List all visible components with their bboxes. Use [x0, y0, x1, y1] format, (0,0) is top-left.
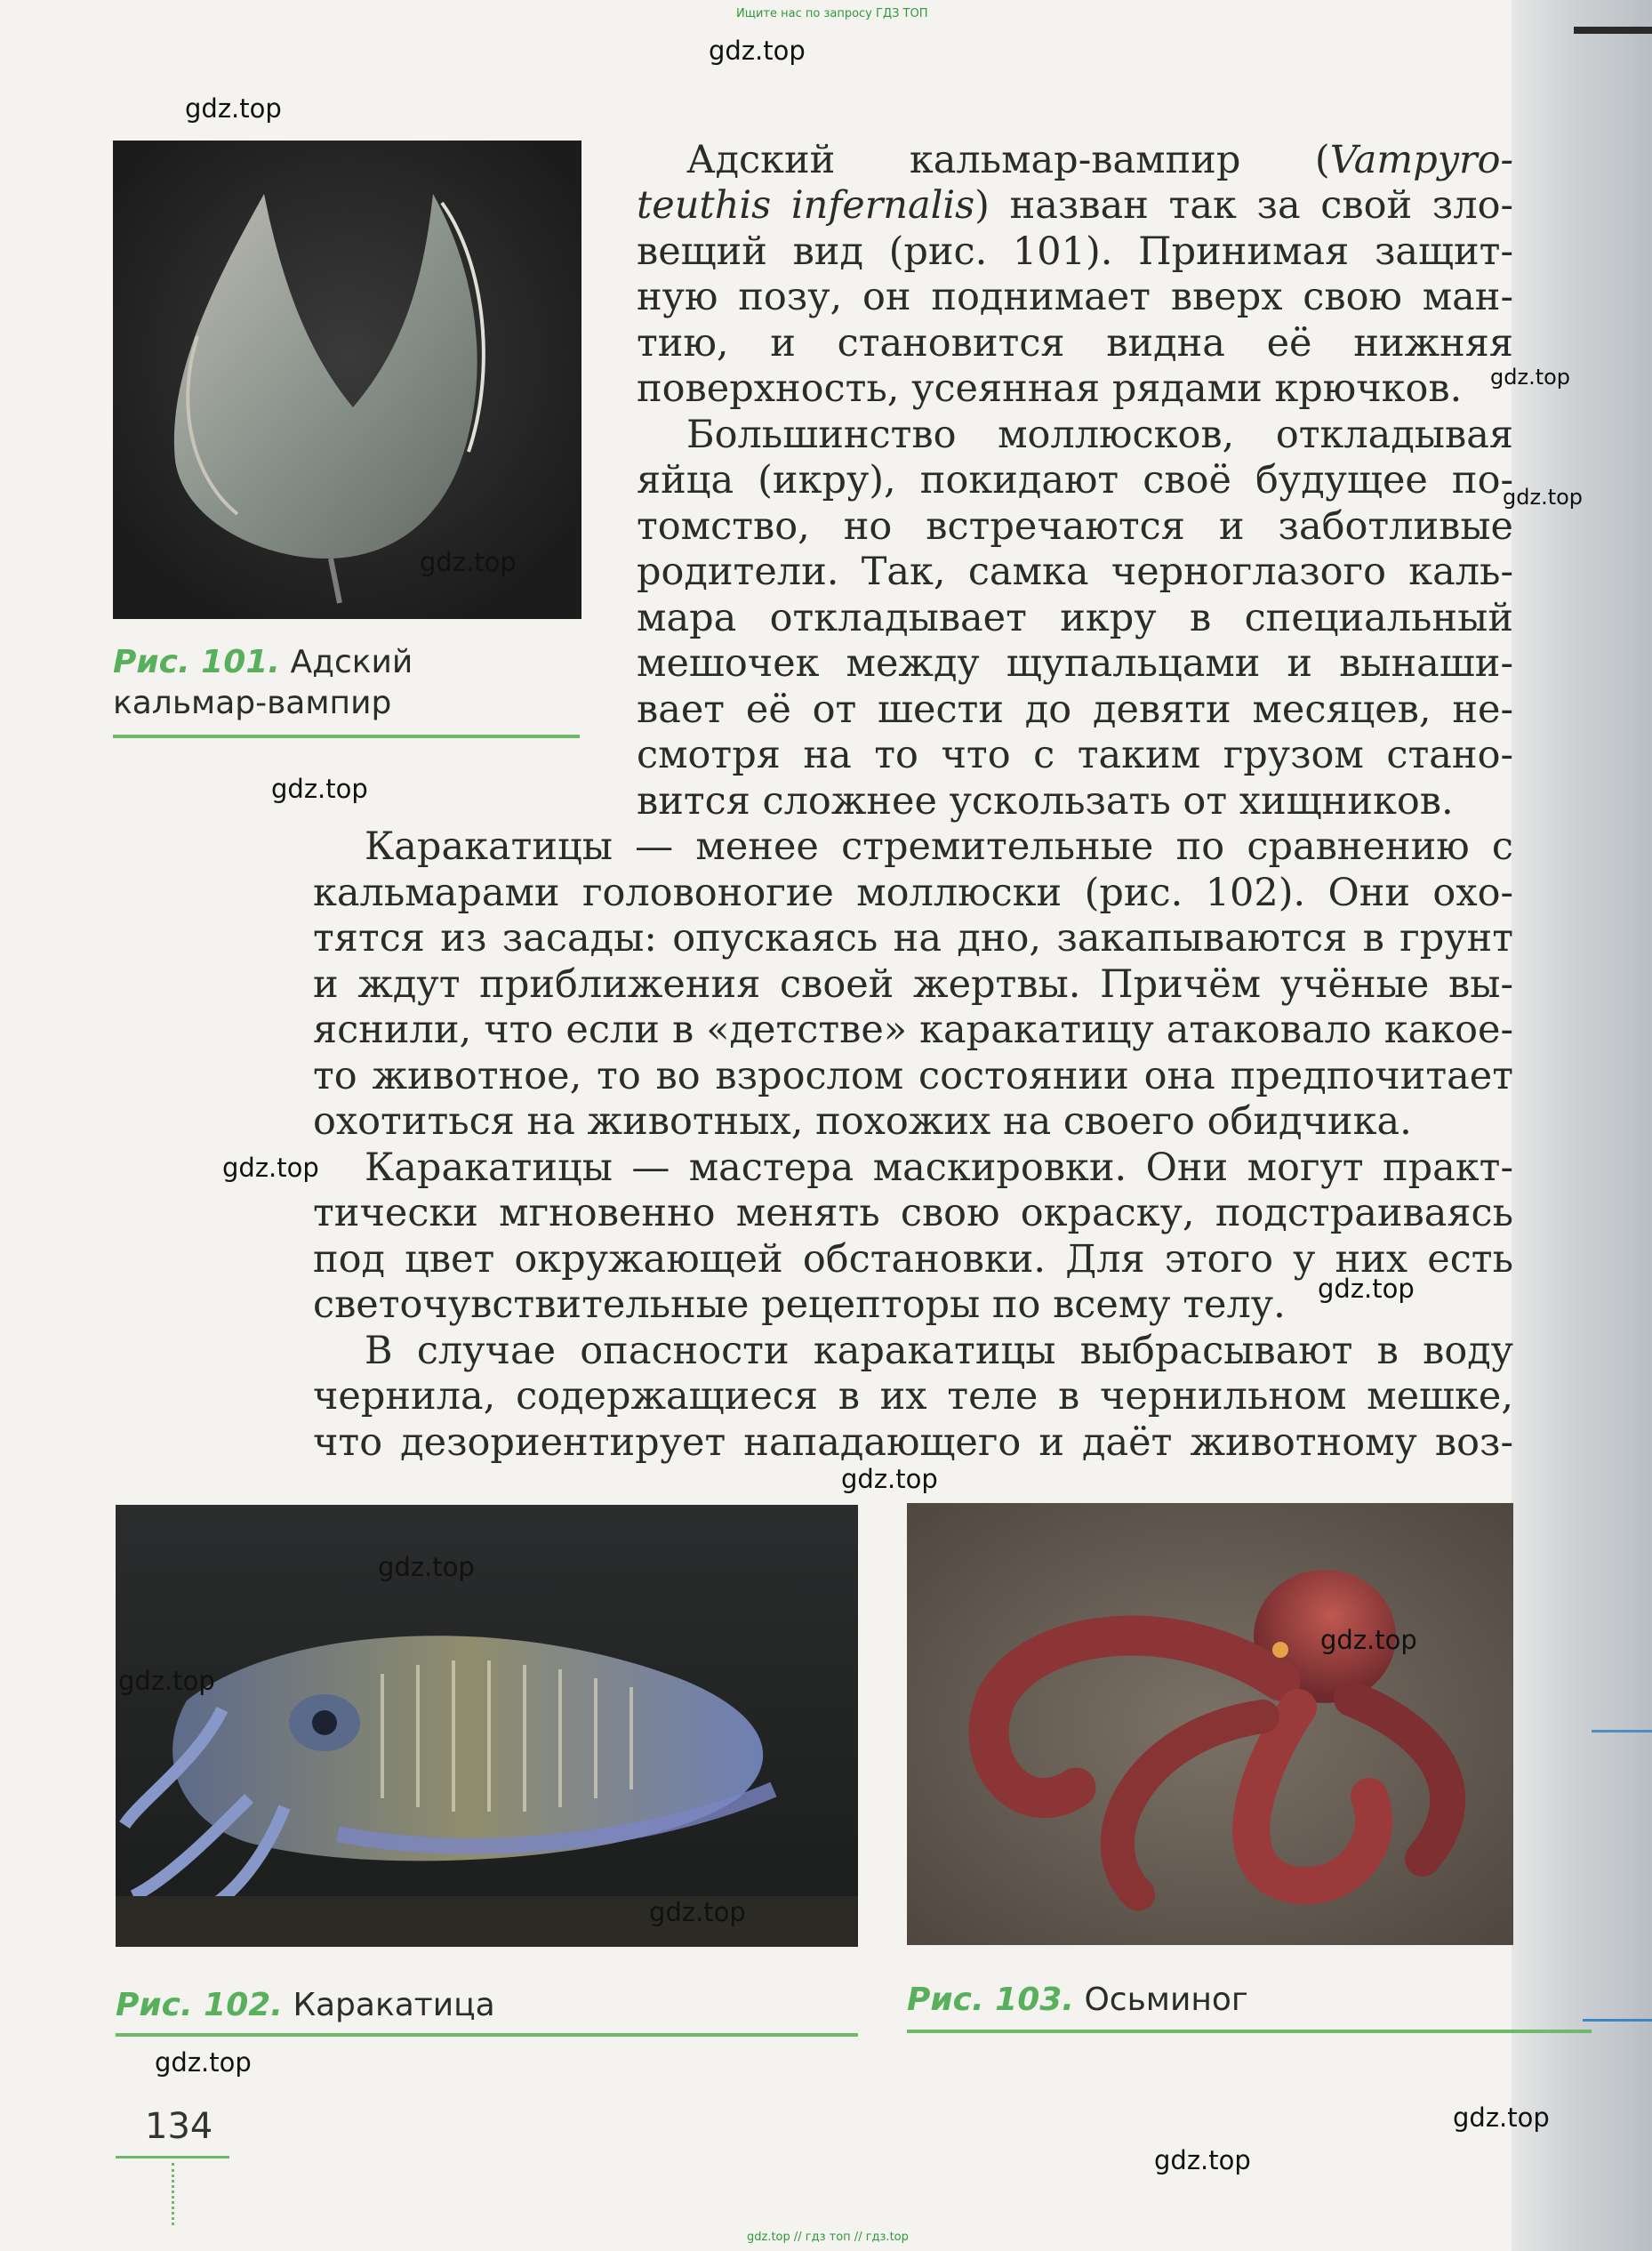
figure-103-caption-text: Осьминог: [1084, 1982, 1248, 2018]
figure-101-caption-l1: Адский: [290, 644, 413, 680]
page-edge-shadow: [1574, 27, 1652, 34]
text-line: В случае опасности каракатицы выбрасывают в воду: [365, 1329, 1513, 1373]
figure-102-caption: [116, 1985, 495, 2026]
figure-102-label: Рис. 102.: [116, 1987, 283, 2023]
text-line: яснили, что если в «детстве» каракатицу атаковало какое-: [313, 1008, 1513, 1052]
text-line: что дезориентирует нападающего и даёт животному воз-: [313, 1420, 1513, 1465]
text-part: Адский кальмар-вампир (: [686, 138, 1330, 182]
watermark: gdz.top: [841, 1464, 938, 1494]
text-line: мешочек между щупальцами и вынаши-: [637, 641, 1513, 686]
text-line: ную позу, он поднимает вверх свою ман-: [637, 275, 1513, 319]
text-line: тятся из засады: опускаясь на дно, закапываются в грунт: [313, 916, 1513, 961]
watermark: gdz.top: [222, 1153, 319, 1183]
text-line: тию, и становится видна её нижняя: [637, 321, 1513, 366]
watermark: gdz.top: [118, 1666, 215, 1696]
watermark: gdz.top: [185, 93, 282, 124]
watermark: gdz.top: [1490, 365, 1571, 390]
latin-name-part: Vampyro-: [1329, 138, 1513, 182]
text-line: вещий вид (рис. 101). Принимая защит-: [637, 229, 1513, 274]
figure-103-rule: [907, 2030, 1592, 2033]
text-line: тически мгновенно менять свою окраску, подстраиваясь: [313, 1191, 1513, 1235]
figure-103-caption: [907, 1980, 1248, 2021]
octopus-photo: [907, 1503, 1513, 1945]
watermark: gdz.top: [271, 774, 368, 804]
text-line: чернила, содержащиеся в их теле в чернильном мешке,: [313, 1374, 1513, 1419]
text-line: Каракатицы — мастера маскировки. Они могут практ-: [365, 1146, 1513, 1190]
edge-line: [1592, 1730, 1652, 1732]
text-line: поверхность, усеянная рядами крючков.: [637, 366, 1463, 411]
watermark: gdz.top: [1503, 485, 1584, 510]
footer-note: gdz.top // гдз топ // гдз.top: [747, 2231, 909, 2244]
header-note: Ищите нас по запросу ГДЗ ТОП: [736, 7, 928, 20]
text-line: Каракатицы — менее стремительные по сравнению с: [365, 824, 1513, 869]
figure-101-caption: [113, 642, 413, 724]
watermark: gdz.top: [378, 1552, 475, 1582]
figure-101-rule: [113, 735, 580, 738]
text-line: охотиться на животных, похожих на своего обидчика.: [313, 1099, 1412, 1144]
text-line: то животное, то во взрослом состоянии она предпочитает: [313, 1054, 1513, 1098]
figure-101-label: Рис. 101.: [113, 644, 280, 680]
watermark: gdz.top: [1320, 1625, 1417, 1655]
text-line: родители. Так, самка черноглазого каль-: [637, 550, 1513, 594]
text-line: кальмарами головоногие моллюски (рис. 102). Они охо-: [313, 871, 1513, 915]
text-line: светочувствительные рецепторы по всему телу.: [313, 1282, 1286, 1327]
watermark: gdz.top: [420, 547, 517, 577]
watermark: gdz.top: [155, 2047, 252, 2078]
figure-103-label: Рис. 103.: [907, 1982, 1074, 2018]
text-line: Большинство моллюсков, откладывая: [686, 413, 1513, 457]
edge-line: [1583, 2019, 1652, 2022]
page-edge: [1512, 0, 1652, 2251]
text-line: мара откладывает икру в специальный: [637, 596, 1513, 640]
text-line: смотря на то что с таким грузом стано-: [637, 733, 1513, 777]
page-number-dots: [172, 2163, 174, 2225]
figure-102-caption-text: Каракатица: [293, 1987, 495, 2023]
watermark: gdz.top: [1318, 1274, 1415, 1304]
page-number-rule: [116, 2156, 229, 2159]
text-line: под цвет окружающей обстановки. Для этого у них есть: [313, 1237, 1513, 1282]
text-line: томство, но встречаются и заботливые: [637, 504, 1513, 549]
watermark: gdz.top: [649, 1897, 746, 1927]
text-line: яйца (икру), покидают своё будущее по-: [637, 458, 1513, 502]
watermark: gdz.top: [709, 36, 806, 66]
watermark: gdz.top: [1154, 2145, 1251, 2175]
text-line: вает её от шести до девяти месяцев, не-: [637, 687, 1513, 732]
figure-102-rule: [116, 2033, 858, 2037]
page-number: 134: [145, 2106, 213, 2147]
cuttlefish-photo: [116, 1505, 858, 1947]
text-line-1: [637, 138, 1513, 183]
text-part: ) назван так за свой зло-: [974, 183, 1513, 228]
text-line: вится сложнее ускользать от хищников.: [637, 779, 1454, 824]
watermark: gdz.top: [1453, 2102, 1550, 2133]
latin-name-part: teuthis infernalis: [637, 183, 975, 228]
text-line: и ждут приближения своей жертвы. Причём учёные вы-: [313, 962, 1513, 1007]
text-line-2: [637, 183, 1513, 229]
figure-101-caption-l2: кальмар-вампир: [113, 685, 392, 721]
